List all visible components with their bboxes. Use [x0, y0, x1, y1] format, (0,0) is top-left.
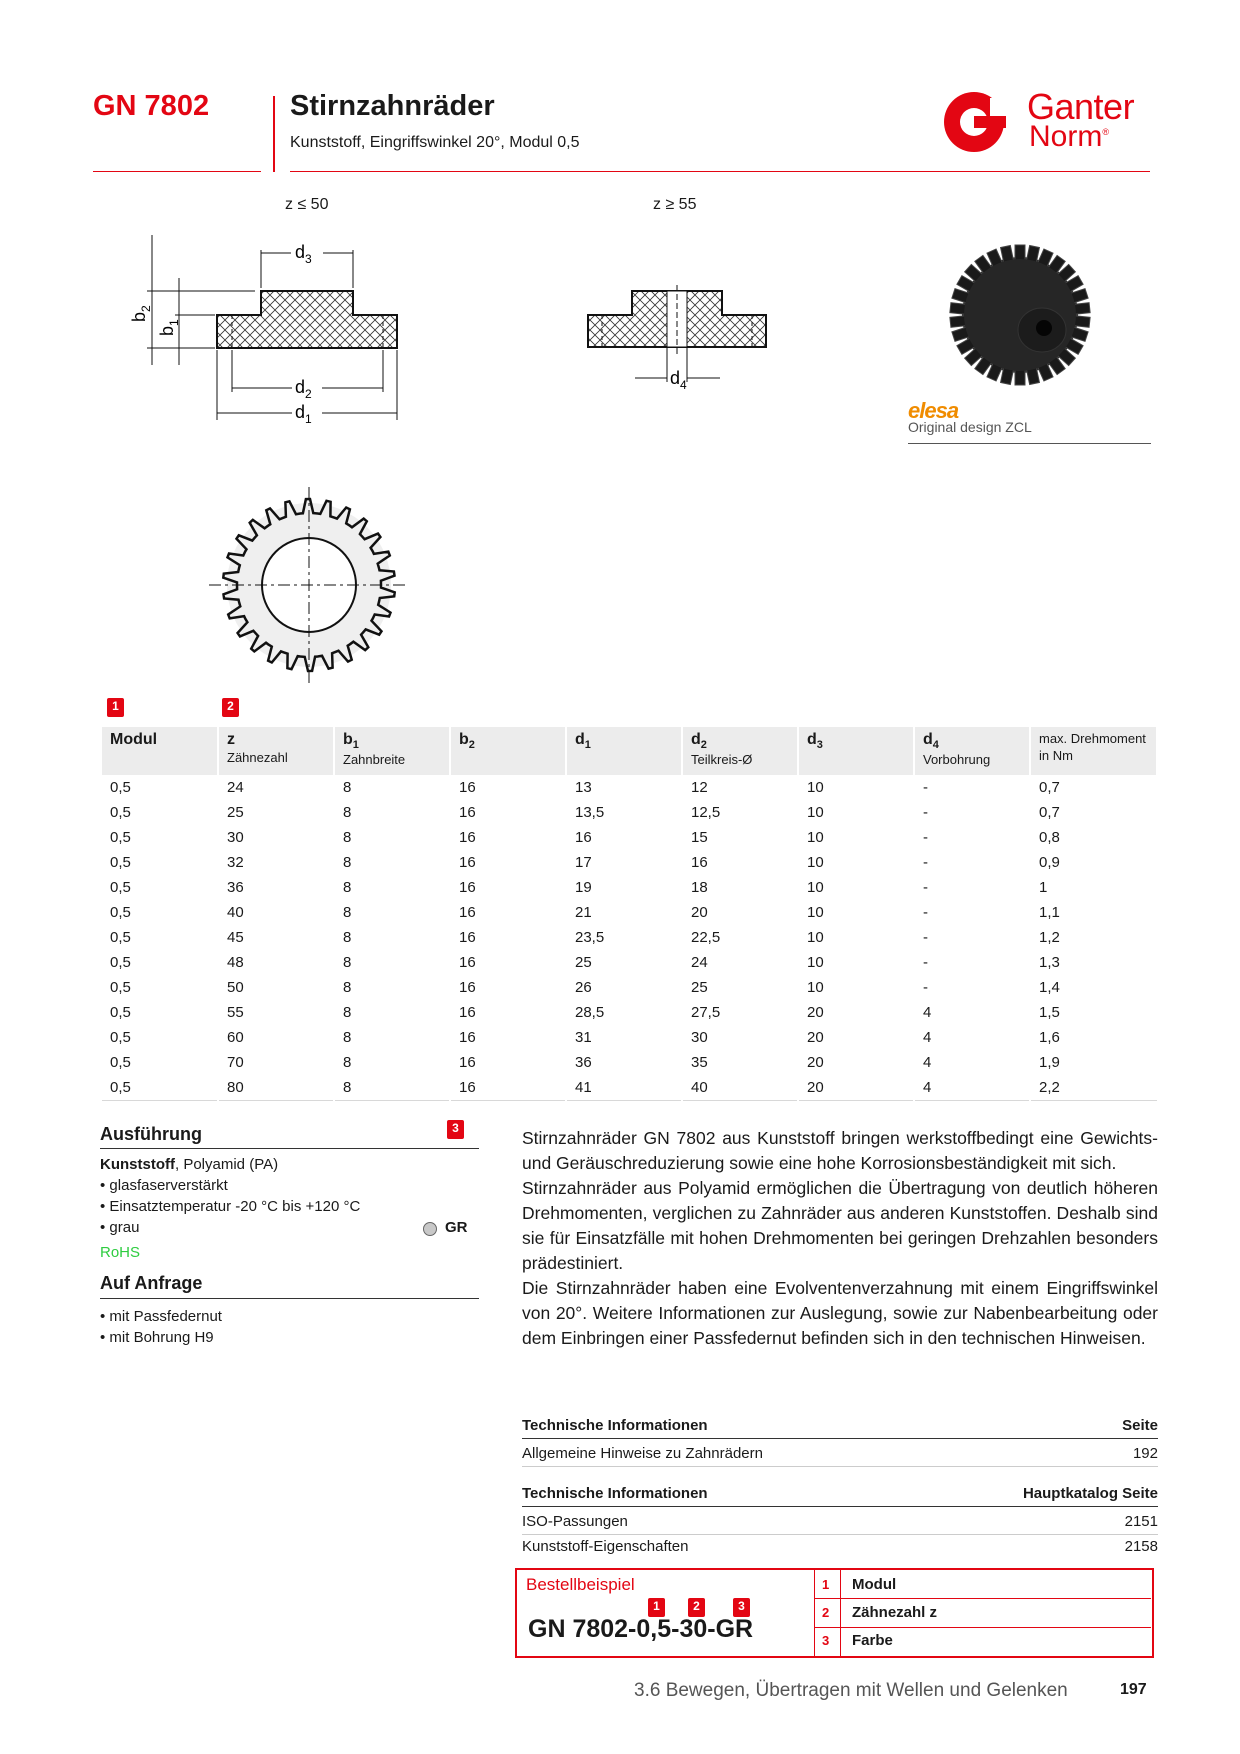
- page-number: 197: [1120, 1681, 1147, 1698]
- description-paragraph: Stirnzahnräder aus Polyamid ermöglichen die Übertragung von deutlich höheren Drehmomenten, verglichen zu Zahnräder aus anderen Kunststoffen. Deshalb sind sie für Einsatzfälle mit hohen Drehmomenten bei geringen Drehzahlen besonders prädestiniert.: [522, 1178, 1158, 1273]
- table-cell: 10: [798, 776, 914, 801]
- badge-2: 2: [222, 698, 239, 717]
- col-b2: $b_2$: [450, 726, 566, 776]
- table-cell: 36: [566, 1051, 682, 1076]
- table-cell: 10: [798, 901, 914, 926]
- svg-text:d4: $d_4$: [670, 368, 687, 392]
- table-cell: 20: [798, 1026, 914, 1051]
- table-row: [101, 951, 1157, 976]
- table-cell: -: [914, 801, 1030, 826]
- original-design-note: Original design ZCL: [908, 419, 1032, 435]
- brand-name: Ganter: [1027, 86, 1135, 127]
- table-cell: 8: [334, 776, 450, 801]
- col-d3: $d_3$: [798, 726, 914, 776]
- table-cell: 0,5: [101, 876, 218, 901]
- table-cell: 1,4: [1030, 976, 1157, 1001]
- table-cell: 17: [566, 851, 682, 876]
- table-cell: 0,7: [1030, 776, 1157, 801]
- dimension-table: [100, 725, 1158, 1101]
- col-d1: $d_1$: [566, 726, 682, 776]
- table-cell: 8: [334, 1001, 450, 1026]
- table-cell: 80: [218, 1076, 334, 1101]
- table-cell: 2,2: [1030, 1076, 1157, 1101]
- table-row: [101, 901, 1157, 926]
- table-row: [101, 1076, 1157, 1101]
- table-row: [101, 776, 1157, 801]
- table-cell: 25: [566, 951, 682, 976]
- table-cell: 25: [682, 976, 798, 1001]
- table-cell: 50: [218, 976, 334, 1001]
- svg-text:d3: $d_3$: [295, 242, 312, 266]
- table-cell: 8: [334, 1051, 450, 1076]
- page-title: Stirnzahnräder: [290, 90, 495, 122]
- techinfo-heading-page: Hauptkatalog Seite: [1022, 1485, 1158, 1502]
- table-cell: 4: [914, 1026, 1030, 1051]
- table-cell: 20: [682, 901, 798, 926]
- gear-photo: [950, 240, 1090, 390]
- legend-text: Zähnezahl z: [852, 1604, 938, 1621]
- table-header-row: [101, 726, 1157, 776]
- divider: [814, 1598, 1151, 1599]
- table-cell: 24: [218, 776, 334, 801]
- table-cell: 27,5: [682, 1001, 798, 1026]
- table-cell: -: [914, 851, 1030, 876]
- table-cell: 12: [682, 776, 798, 801]
- table-cell: 8: [334, 801, 450, 826]
- table-cell: 16: [682, 851, 798, 876]
- table-cell: 16: [450, 801, 566, 826]
- bullet-item: • glasfaserverstärkt: [100, 1177, 228, 1194]
- table-cell: 45: [218, 926, 334, 951]
- bullet-item: • Einsatztemperatur -20 °C bis +120 °C: [100, 1198, 361, 1215]
- divider: [100, 1298, 479, 1299]
- table-cell: 20: [798, 1076, 914, 1101]
- table-row: [101, 1026, 1157, 1051]
- col-drehmoment: max. Drehmoment in Nm: [1030, 726, 1157, 776]
- table-cell: 30: [218, 826, 334, 851]
- table-cell: 16: [450, 1026, 566, 1051]
- table-cell: 13: [566, 776, 682, 801]
- col-z: z Zähnezahl: [218, 726, 334, 776]
- table-cell: 1,1: [1030, 901, 1157, 926]
- label-z-le-50: z ≤ 50: [285, 196, 329, 213]
- techinfo-link[interactable]: ISO-Passungen: [522, 1513, 628, 1530]
- table-cell: 35: [682, 1051, 798, 1076]
- table-cell: 10: [798, 926, 914, 951]
- table-cell: 8: [334, 901, 450, 926]
- table-cell: -: [914, 776, 1030, 801]
- description-paragraph: Die Stirnzahnräder haben eine Evolventenverzahnung mit einem Eingriffswinkel von 20°. Weitere Informationen zur Auslegung, sowie zur Nabenbearbeitung oder dem Einbringen einer Passfedernut befinden sich in den technischen Hinweisen.: [522, 1278, 1158, 1348]
- table-cell: 10: [798, 951, 914, 976]
- table-cell: 0,5: [101, 901, 218, 926]
- table-cell: 13,5: [566, 801, 682, 826]
- order-example-label: Bestellbeispiel: [526, 1575, 635, 1594]
- divider: [840, 1570, 841, 1656]
- table-cell: 16: [450, 976, 566, 1001]
- table-cell: 1,5: [1030, 1001, 1157, 1026]
- techinfo-heading-page: Seite: [1122, 1417, 1158, 1434]
- table-cell: 0,5: [101, 976, 218, 1001]
- divider: [522, 1534, 1158, 1535]
- bullet-item: • grau: [100, 1219, 140, 1236]
- table-cell: -: [914, 976, 1030, 1001]
- table-cell: 0,5: [101, 851, 218, 876]
- badge-1: 1: [107, 698, 124, 717]
- table-row: [101, 826, 1157, 851]
- header-divider: [273, 96, 275, 172]
- techinfo-page: 192: [1132, 1445, 1158, 1462]
- techinfo-page: 2158: [1124, 1538, 1158, 1555]
- table-cell: 10: [798, 801, 914, 826]
- table-cell: 30: [682, 1026, 798, 1051]
- description-paragraph: Stirnzahnräder GN 7802 aus Kunststoff bringen werkstoffbedingt eine Gewichts- und Geräuschreduzierung sowie eine hohe Korrosionsbeständigkeit mit sich.: [522, 1128, 1158, 1173]
- product-code: GN 7802: [93, 90, 210, 122]
- table-cell: 1: [1030, 876, 1157, 901]
- color-swatch-grey: [423, 1222, 437, 1236]
- table-cell: 0,8: [1030, 826, 1157, 851]
- table-cell: 22,5: [682, 926, 798, 951]
- col-b1: $b_1$ Zahnbreite: [334, 726, 450, 776]
- svg-text:b2: $b_2$: [129, 305, 153, 322]
- table-cell: 16: [450, 926, 566, 951]
- divider: [814, 1627, 1151, 1628]
- brand-name-2: Norm®: [1029, 120, 1109, 153]
- table-cell: -: [914, 826, 1030, 851]
- table-cell: 16: [450, 1051, 566, 1076]
- legend-text: Modul: [852, 1576, 897, 1593]
- legend-num: 3: [822, 1633, 830, 1648]
- table-cell: 1,3: [1030, 951, 1157, 976]
- legend-num: 1: [822, 1577, 830, 1592]
- table-cell: 36: [218, 876, 334, 901]
- table-cell: 10: [798, 826, 914, 851]
- table-cell: 8: [334, 1026, 450, 1051]
- table-cell: 16: [450, 876, 566, 901]
- table-cell: 1,9: [1030, 1051, 1157, 1076]
- table-row: [101, 976, 1157, 1001]
- table-cell: 0,5: [101, 951, 218, 976]
- table-cell: 10: [798, 976, 914, 1001]
- table-cell: 16: [450, 851, 566, 876]
- table-row: [101, 1001, 1157, 1026]
- table-cell: 4: [914, 1076, 1030, 1101]
- techinfo-heading: Technische Informationen: [522, 1417, 708, 1434]
- table-cell: 0,9: [1030, 851, 1157, 876]
- table-cell: 8: [334, 1076, 450, 1101]
- svg-text:b1: $b_1$: [157, 319, 181, 336]
- table-cell: 8: [334, 951, 450, 976]
- table-cell: 20: [798, 1001, 914, 1026]
- legend-num: 2: [822, 1605, 830, 1620]
- table-cell: 16: [566, 826, 682, 851]
- footer-section: 3.6 Bewegen, Übertragen mit Wellen und Gelenken: [634, 1680, 1068, 1701]
- col-d4: $d_4$ Vorbohrung: [914, 726, 1030, 776]
- table-cell: 26: [566, 976, 682, 1001]
- table-cell: 0,5: [101, 1001, 218, 1026]
- table-cell: 40: [682, 1076, 798, 1101]
- table-cell: 31: [566, 1026, 682, 1051]
- table-cell: 8: [334, 976, 450, 1001]
- table-cell: 10: [798, 851, 914, 876]
- table-cell: 28,5: [566, 1001, 682, 1026]
- table-cell: 16: [450, 776, 566, 801]
- table-cell: 21: [566, 901, 682, 926]
- divider: [814, 1570, 815, 1656]
- divider: [522, 1506, 1158, 1507]
- table-cell: 20: [798, 1051, 914, 1076]
- divider: [522, 1438, 1158, 1439]
- svg-text:d2: $d_2$: [295, 377, 312, 401]
- divider: [100, 1148, 479, 1149]
- gear-section-drawing-large: [580, 280, 780, 410]
- techinfo-link[interactable]: Kunststoff-Eigenschaften: [522, 1538, 689, 1555]
- table-cell: 0,5: [101, 826, 218, 851]
- table-row: [101, 926, 1157, 951]
- table-cell: 24: [682, 951, 798, 976]
- table-cell: 16: [450, 826, 566, 851]
- section-auf-anfrage: Auf Anfrage: [100, 1273, 203, 1293]
- page-subtitle: Kunststoff, Eingriffswinkel 20°, Modul 0,5: [290, 134, 580, 151]
- table-cell: 16: [450, 1076, 566, 1101]
- table-cell: 8: [334, 926, 450, 951]
- table-cell: 25: [218, 801, 334, 826]
- table-cell: 0,5: [101, 801, 218, 826]
- table-cell: 0,5: [101, 1026, 218, 1051]
- rohs-label: RoHS: [100, 1244, 141, 1261]
- table-cell: 48: [218, 951, 334, 976]
- table-cell: 15: [682, 826, 798, 851]
- badge-1: 1: [648, 1598, 665, 1617]
- col-modul: Modul: [101, 726, 218, 776]
- header-rule-right: [290, 171, 1150, 172]
- svg-text:d1: $d_1$: [295, 402, 312, 426]
- table-cell: 41: [566, 1076, 682, 1101]
- table-cell: 18: [682, 876, 798, 901]
- table-cell: 8: [334, 851, 450, 876]
- table-cell: 4: [914, 1001, 1030, 1026]
- table-cell: 8: [334, 876, 450, 901]
- table-row: [101, 801, 1157, 826]
- table-cell: 1,6: [1030, 1026, 1157, 1051]
- table-cell: 0,5: [101, 776, 218, 801]
- techinfo-page: 2151: [1124, 1513, 1158, 1530]
- table-cell: 4: [914, 1051, 1030, 1076]
- section-ausfuehrung: Ausführung: [100, 1124, 202, 1144]
- table-cell: 19: [566, 876, 682, 901]
- bullet-item: • mit Bohrung H9: [100, 1329, 214, 1346]
- table-cell: 0,7: [1030, 801, 1157, 826]
- elesa-logo: elesa: [908, 398, 959, 423]
- techinfo-link[interactable]: Allgemeine Hinweise zu Zahnrädern: [522, 1445, 763, 1462]
- color-code: GR: [445, 1219, 468, 1236]
- techinfo-heading: Technische Informationen: [522, 1485, 708, 1502]
- table-cell: 12,5: [682, 801, 798, 826]
- table-cell: 55: [218, 1001, 334, 1026]
- gear-front-drawing: [205, 485, 415, 685]
- header-rule-left: [93, 171, 261, 172]
- divider: [908, 443, 1151, 444]
- bullet-item: • mit Passfedernut: [100, 1308, 222, 1325]
- table-cell: 60: [218, 1026, 334, 1051]
- table-cell: -: [914, 876, 1030, 901]
- table-cell: -: [914, 926, 1030, 951]
- table-cell: 10: [798, 876, 914, 901]
- table-cell: 70: [218, 1051, 334, 1076]
- legend-text: Farbe: [852, 1632, 893, 1649]
- table-cell: 0,5: [101, 926, 218, 951]
- table-cell: 23,5: [566, 926, 682, 951]
- table-cell: 32: [218, 851, 334, 876]
- table-cell: -: [914, 901, 1030, 926]
- description: [522, 1126, 1158, 1351]
- table-row: [101, 851, 1157, 876]
- table-cell: 0,5: [101, 1076, 218, 1101]
- order-code: GN 7802-0,5-30-GR: [528, 1615, 754, 1643]
- table-cell: 0,5: [101, 1051, 218, 1076]
- col-d2: $d_2$ Teilkreis-Ø: [682, 726, 798, 776]
- table-cell: 16: [450, 1001, 566, 1026]
- table-cell: 1,2: [1030, 926, 1157, 951]
- table-cell: -: [914, 951, 1030, 976]
- table-cell: 40: [218, 901, 334, 926]
- table-row: [101, 1051, 1157, 1076]
- table-cell: 8: [334, 826, 450, 851]
- table-cell: 16: [450, 951, 566, 976]
- gear-section-drawing: [129, 230, 425, 430]
- ganter-logo-icon: [940, 88, 1020, 158]
- table-row: [101, 876, 1157, 901]
- material-line: Kunststoff, Polyamid (PA): [100, 1156, 279, 1173]
- divider: [522, 1466, 1158, 1467]
- label-z-ge-55: z ≥ 55: [653, 196, 697, 213]
- badge-2: 2: [688, 1598, 705, 1617]
- badge-3: 3: [447, 1120, 464, 1139]
- table-cell: 16: [450, 901, 566, 926]
- badge-3: 3: [733, 1598, 750, 1617]
